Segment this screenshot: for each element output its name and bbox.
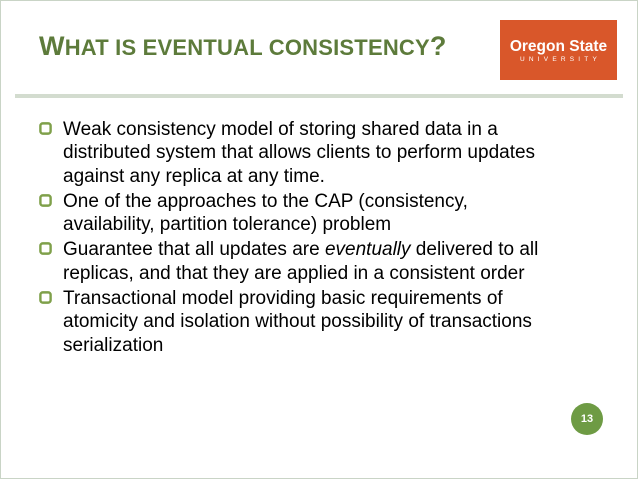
page-number: 13 — [580, 413, 594, 425]
title-middle: HAT IS EVENTUAL CONSISTENCY — [64, 35, 430, 60]
logo-name: Oregon State — [509, 37, 608, 55]
oregon-state-logo — [500, 20, 617, 80]
bullet-icon — [39, 194, 52, 207]
title-divider — [15, 94, 623, 98]
bullet-text-3: Transactional model providing basic requirements of atomicity and isolation without possibility of transactions serialization — [63, 288, 532, 356]
bullet-text-0: Weak consistency model of storing shared data in a distributed system that allows clients to perform updates against any replica at any time. — [63, 119, 536, 187]
bullet-list — [39, 118, 559, 359]
bullet-item — [39, 190, 559, 237]
slide-title — [39, 31, 447, 62]
bullet-text-2b: delivered to all replicas, and that they are applied in a consistent order — [63, 239, 539, 284]
bullet-text-1: One of the approaches to the CAP (consistency, availability, partition tolerance) problem — [63, 190, 468, 236]
logo-subtitle: UNIVERSITY — [519, 55, 601, 63]
bullet-item — [39, 238, 559, 285]
title-question-mark: ? — [429, 31, 447, 61]
bullet-item — [39, 287, 559, 357]
bullet-text-2a: Guarantee that all updates are — [63, 239, 325, 261]
title-first-letter: W — [39, 31, 65, 61]
bullet-icon — [39, 122, 52, 135]
bullet-item — [39, 118, 559, 188]
page-number-badge — [571, 403, 603, 435]
bullet-text-2-emphasis: eventually — [324, 239, 411, 261]
bullet-icon — [39, 242, 52, 255]
bullet-icon — [39, 291, 52, 304]
